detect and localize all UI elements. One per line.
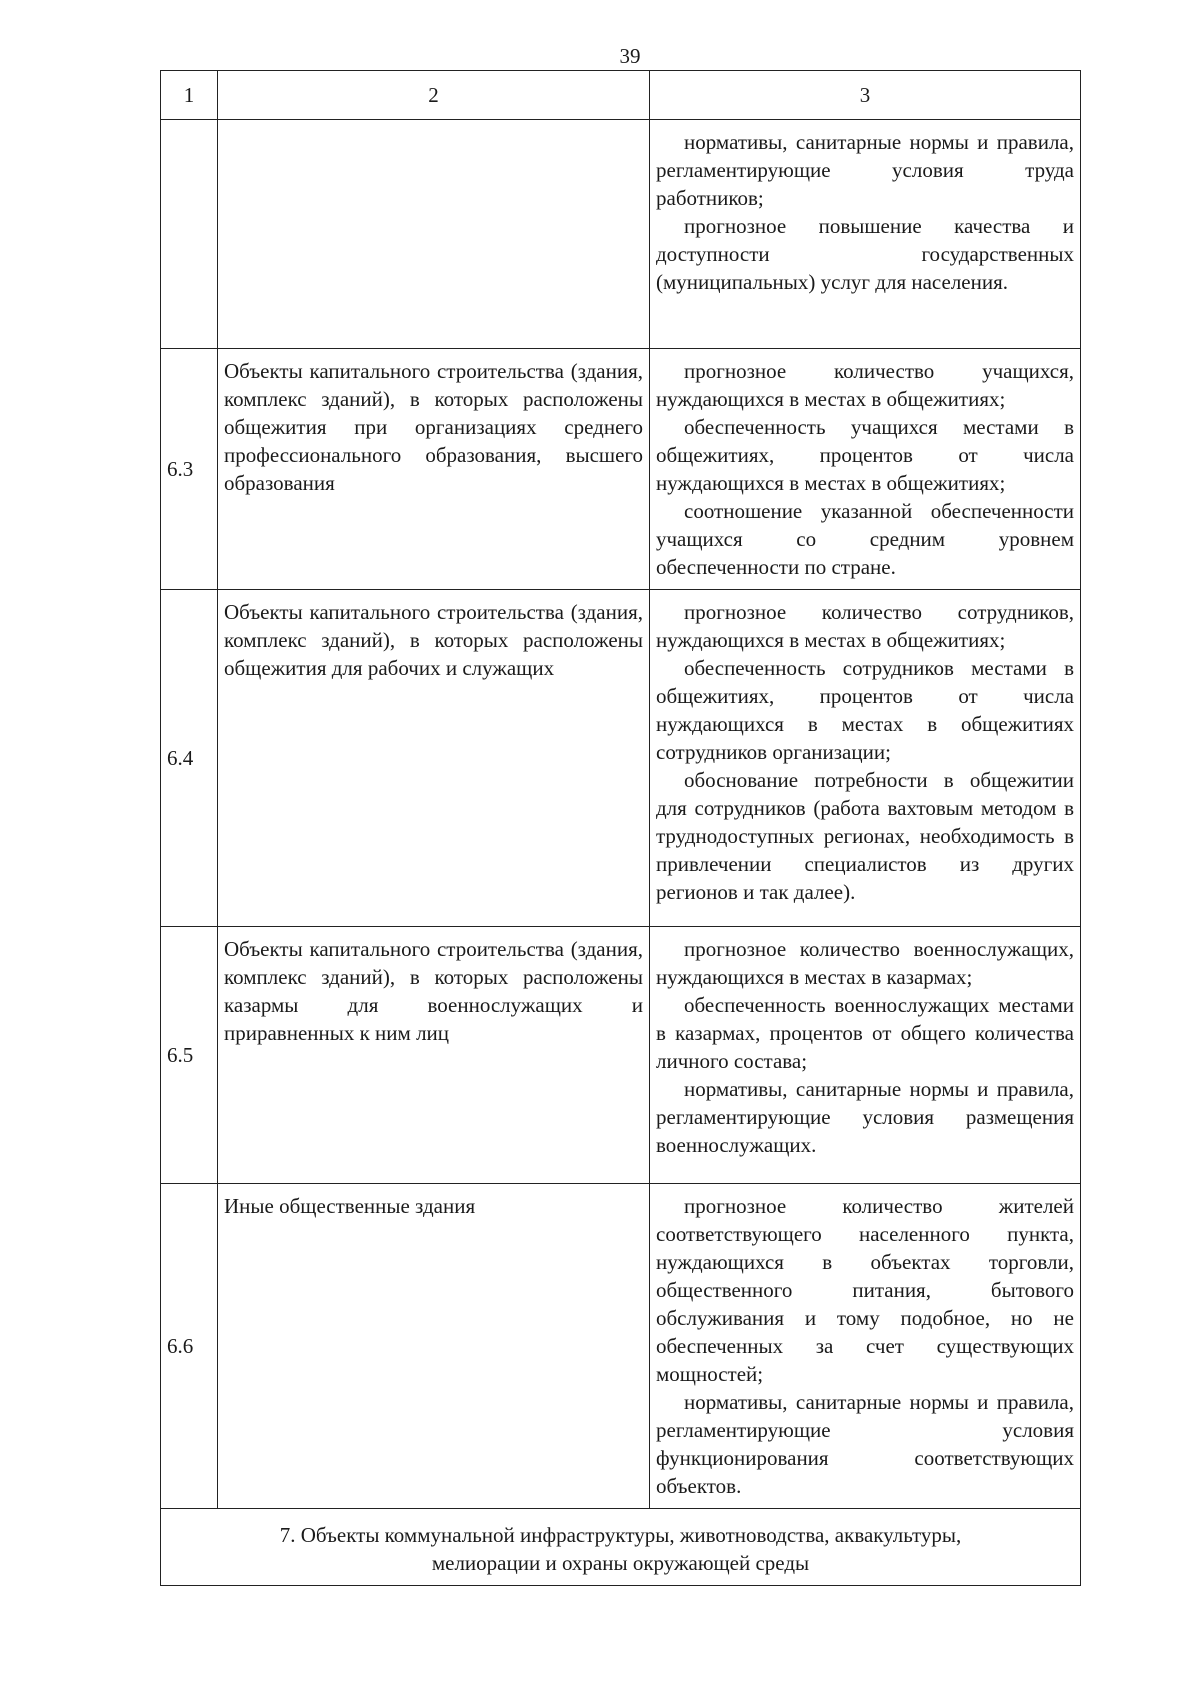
criterion-item: прогнозное количество учащихся, нуждающихся в местах в общежитиях; <box>656 359 1074 411</box>
criteria-cell <box>650 120 1081 349</box>
section-title-line: мелиорации и охраны окружающей среды <box>431 1551 810 1575</box>
object-cell: Иные общественные здания <box>218 1184 650 1509</box>
object-cell: Объекты капитального строительства (здания, комплекс зданий), в которых расположены казармы для военнослужащих и приравненных к ним лиц <box>218 927 650 1184</box>
criterion-item: прогнозное повышение качества и доступности государственных (муниципальных) услуг для населения. <box>656 214 1074 294</box>
section-header-cell <box>161 1509 1081 1586</box>
criterion-item: нормативы, санитарные нормы и правила, регламентирующие условия размещения военнослужащих. <box>656 1077 1074 1157</box>
section-header-row <box>161 1509 1081 1586</box>
table-row-6-3 <box>161 349 1081 590</box>
row-number-cell: 6.5 <box>161 927 218 1184</box>
row-number-cell: 6.6 <box>161 1184 218 1509</box>
criterion-item: нормативы, санитарные нормы и правила, регламентирующие условия функционирования соответствующих объектов. <box>656 1390 1074 1498</box>
criteria-cell <box>650 590 1081 927</box>
criteria-cell <box>650 349 1081 590</box>
table-row-6-6 <box>161 1184 1081 1509</box>
criteria-table <box>160 70 1081 1586</box>
object-cell <box>218 120 650 349</box>
section-title-line: 7. Объекты коммунальной инфраструктуры, животноводства, аквакультуры, <box>279 1523 962 1547</box>
column-header-2: 2 <box>218 71 650 120</box>
criterion-item: обеспеченность учащихся местами в общежитиях, процентов от числа нуждающихся в местах в общежитиях; <box>656 415 1074 495</box>
criteria-cell <box>650 1184 1081 1509</box>
criterion-item: обоснование потребности в общежитии для сотрудников (работа вахтовым методом в труднодоступных регионах, необходимость в привлечении специалистов из других регионов и так далее). <box>656 768 1074 904</box>
criterion-item: нормативы, санитарные нормы и правила, регламентирующие условия труда работников; <box>656 130 1074 210</box>
object-cell: Объекты капитального строительства (здания, комплекс зданий), в которых расположены общежития для рабочих и служащих <box>218 590 650 927</box>
criterion-item: прогнозное количество сотрудников, нуждающихся в местах в общежитиях; <box>656 600 1074 652</box>
criterion-item: обеспеченность сотрудников местами в общежитиях, процентов от числа нуждающихся в местах в общежитиях сотрудников организации; <box>656 656 1074 764</box>
table-header-row <box>161 71 1081 120</box>
page-number: 39 <box>619 44 641 68</box>
table-row-6-5 <box>161 927 1081 1184</box>
table-row-6-4 <box>161 590 1081 927</box>
criterion-item: обеспеченность военнослужащих местами в казармах, процентов от общего количества личного состава; <box>656 993 1074 1073</box>
table-row-continuation <box>161 120 1081 349</box>
criterion-item: прогнозное количество жителей соответствующего населенного пункта, нуждающихся в объектах торговли, общественного питания, бытового обслуживания и тому подобное, но не обеспеченных за счет существующих мощностей; <box>656 1194 1074 1386</box>
object-cell: Объекты капитального строительства (здания, комплекс зданий), в которых расположены общежития при организациях среднего профессионального образования, высшего образования <box>218 349 650 590</box>
row-number-cell: 6.4 <box>161 590 218 927</box>
row-number-cell: 6.3 <box>161 349 218 590</box>
column-header-3: 3 <box>650 71 1081 120</box>
row-number-cell <box>161 120 218 349</box>
criterion-item: прогнозное количество военнослужащих, нуждающихся в местах в казармах; <box>656 937 1074 989</box>
column-header-1: 1 <box>161 71 218 120</box>
criteria-cell <box>650 927 1081 1184</box>
criterion-item: соотношение указанной обеспеченности учащихся со средним уровнем обеспеченности по стране. <box>656 499 1074 579</box>
